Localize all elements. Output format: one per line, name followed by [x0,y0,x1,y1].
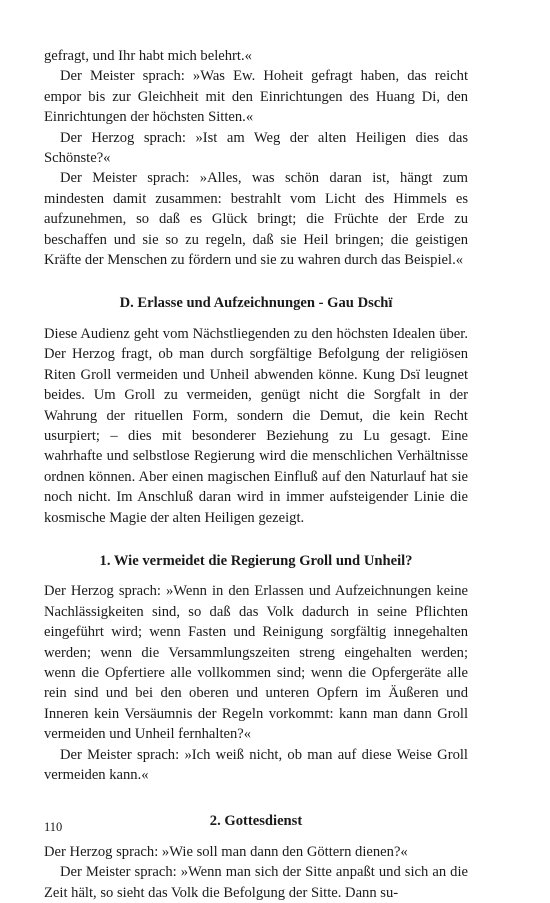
section-2-heading: 2. Gottesdienst [209,813,303,830]
section-1-paragraph-1: Der Herzog sprach: »Wenn in den Erlassen und Aufzeichnungen keine Nachlässigkeiten sind, so daß das Volk dadurch in seine Pflichten eingeführt wird; wenn Fasten und Reinigung sorgfältig innegehalten werden; wenn die Versammlungszeiten streng eingehalten werden; wenn die Opfertiere alle vollkommen sind; wenn die Opfergeräte alle rein sind und bei den oberen und unteren Opfern im Äußeren und Inneren kein Versäumnis der Regeln vorkommt: kann man dann Groll vermeiden und Unheil fernhalten?« [44,583,468,743]
page-text-block [44,46,468,903]
section-d-heading: D. Erlasse und Aufzeichnungen - Gau Dschï [119,295,393,312]
section-2-paragraph-2: Der Meister sprach: »Wenn man sich der Sitte anpaßt und sich an die Zeit hält, so sieht das Volk die Befolgung der Sitte. Dann su- [44,864,468,901]
intro-paragraph-1: gefragt, und Ihr habt mich belehrt.« [44,48,252,64]
intro-paragraph-4: Der Meister sprach: »Alles, was schön daran ist, hängt zum mindesten damit zusammen: bestrahlt vom Licht des Himmels es aufzunehmen, so daß es Glück bringt; die Früchte der Erde zu beschaffen und sie so zu regeln, daß sie Heil bringen; die geistigen Kräfte der Menschen zu fördern und sie zu wahren durch das Beispiel.« [44,170,468,269]
section-1-heading: 1. Wie vermeidet die Regierung Groll und Unheil? [99,552,413,569]
page-number: 110 [44,820,63,834]
section-1-paragraph-2: Der Meister sprach: »Ich weiß nicht, ob man auf diese Weise Groll vermeiden kann.« [44,746,468,783]
intro-paragraph-3: Der Herzog sprach: »Ist am Weg der alten Heiligen dies das Schönste?« [44,129,468,167]
section-d-body: Diese Audienz geht vom Nächstliegenden zu den höchsten Idealen über. Der Herzog fragt, ob man durch sorgfältige Befolgung der religiösen Riten Groll vermeiden und Unheil abwenden könne. Kung Dsï leugnet beides. Um Groll zu vermeiden, genügt nicht die Sorgfalt in der Wahrung der rituellen Form, sondern die Demut, die kein Recht usurpiert; – dies mit besonderer Beziehung zu Lu gesagt. Eine wahrhafte und selbstlose Regierung wird die menschlichen Verhältnisse ordnen können. Aber einen magischen Einfluß auf den Naturlauf hat sie noch nicht. Im Anschluß daran wird in immer aufsteigender Linie die kosmische Magie der alten Heiligen gezeigt. [44,325,468,526]
section-2-paragraph-1: Der Herzog sprach: »Wie soll man dann den Göttern dienen?« [44,843,408,860]
intro-paragraph-2: Der Meister sprach: »Was Ew. Hoheit gefragt haben, das reicht empor bis zur Gleichheit mit den Einrichtungen des Huang Di, den Einrichtungen der höchsten Sitten.« [44,68,468,126]
